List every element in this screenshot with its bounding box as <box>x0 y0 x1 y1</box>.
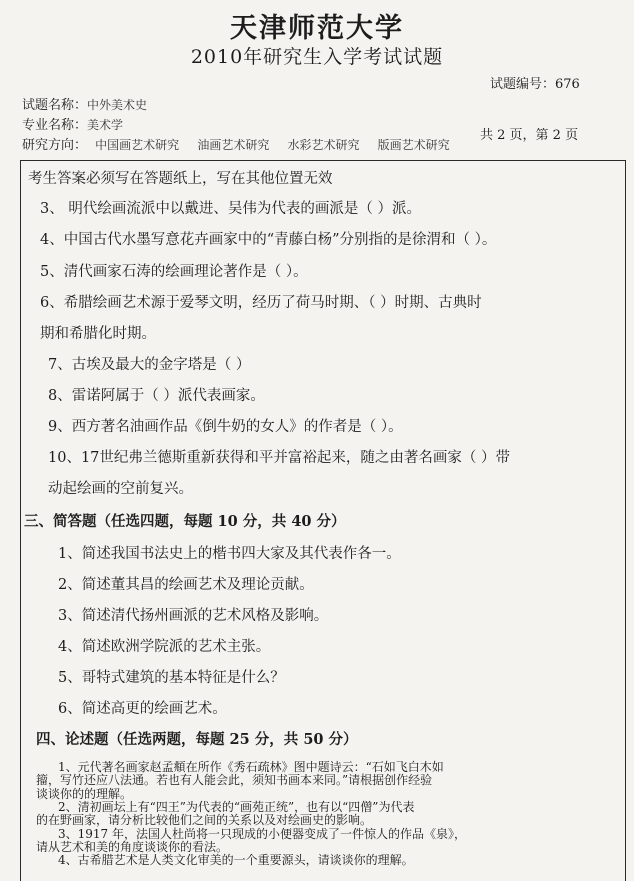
essay-question-2-cont: 的在野画家，请分析比较他们之间的关系以及对绘画史的影响。 <box>36 813 373 828</box>
page-indicator: 共 2 页，第 2 页 <box>480 128 579 143</box>
short-question-2: 2、简述董其昌的绘画艺术及理论贡献。 <box>58 577 314 593</box>
university-name: 天津师范大学 <box>230 13 404 44</box>
short-question-6: 6、简述高更的绘画艺术。 <box>58 701 227 717</box>
exam-code-label: 试题编号： <box>490 77 556 92</box>
fill-question-10: 10、17世纪弗兰德斯重新获得和平并富裕起来，随之由著名画家（ ）带 <box>48 450 511 466</box>
essay-question-3: 3、1917 年，法国人杜尚将一只现成的小便器变成了一件惊人的作品《泉》， <box>58 826 466 841</box>
exam-title: 2010年研究生入学考试试题 <box>190 46 444 68</box>
direction-item: 中国画艺术研究 <box>95 138 180 152</box>
direction-item: 油画艺术研究 <box>197 138 270 152</box>
fill-question-7: 7、古埃及最大的金字塔是（ ） <box>48 357 251 373</box>
direction-item: 版画艺术研究 <box>377 138 450 152</box>
section-4-title: 四、论述题（任选两题，每题 25 分，共 50 分） <box>36 731 358 748</box>
subject-label: 试题名称： <box>22 98 88 113</box>
direction-item: 水彩艺术研究 <box>287 138 360 152</box>
fill-question-5: 5、清代画家石涛的绘画理论著作是（ ）。 <box>40 264 308 280</box>
direction-row <box>22 134 450 153</box>
major-row <box>22 114 123 133</box>
fill-question-10-cont: 动起绘画的空前复兴。 <box>48 481 193 497</box>
subject-row <box>22 94 147 113</box>
short-question-5: 5、哥特式建筑的基本特征是什么？ <box>58 670 285 686</box>
essay-question-1: 1、元代著名画家赵孟頫在所作《秀石疏林》图中题诗云：“石如飞白木如 <box>58 760 444 774</box>
major-value: 美术学 <box>87 118 124 132</box>
fill-question-4: 4、中国古代水墨写意花卉画家中的“青藤白杨”分别指的是徐渭和（ ）。 <box>40 232 497 248</box>
short-question-4: 4、简述欧洲学院派的艺术主张。 <box>58 639 271 655</box>
essay-question-2: 2、清初画坛上有“四王”为代表的“画苑正统”，也有以“四僧”为代表 <box>58 799 415 814</box>
fill-question-3: 3、 明代绘画流派中以戴进、吴伟为代表的画派是（ ）派。 <box>40 201 421 217</box>
fill-question-6-cont: 期和希腊化时期。 <box>40 326 156 342</box>
short-question-1: 1、简述我国书法史上的楷书四大家及其代表作各一。 <box>58 546 401 562</box>
short-question-3: 3、简述清代扬州画派的艺术风格及影响。 <box>58 608 329 624</box>
major-label: 专业名称： <box>22 118 88 133</box>
fill-question-6: 6、希腊绘画艺术源于爱琴文明，经历了荷马时期、（ ）时期、古典时 <box>40 295 482 311</box>
exam-code-value: 676 <box>555 77 580 92</box>
section-3-title: 三、简答题（任选四题，每题 10 分，共 40 分） <box>24 513 346 530</box>
subject-value: 中外美术史 <box>87 98 148 112</box>
essay-question-1-cont: 籀，写竹还应八法通。若也有人能会此，须知书画本来同。”请根据创作经验 <box>36 773 433 788</box>
essay-question-4: 4、古希腊艺术是人类文化审美的一个重要源头，请谈谈你的理解。 <box>58 853 414 868</box>
fill-question-9: 9、西方著名油画作品《倒牛奶的女人》的作者是（ ）。 <box>48 419 403 435</box>
essay-question-1-cont: 谈谈你的的理解。 <box>36 786 133 801</box>
essay-question-3-cont: 请从艺术和美的角度谈谈你的看法。 <box>36 839 229 854</box>
fill-question-8: 8、雷诺阿属于（ ）派代表画家。 <box>48 388 265 404</box>
direction-label: 研究方向： <box>22 138 88 153</box>
exam-code <box>490 73 580 92</box>
answer-notice: 考生答案必须写在答题纸上，写在其他位置无效 <box>28 171 333 187</box>
